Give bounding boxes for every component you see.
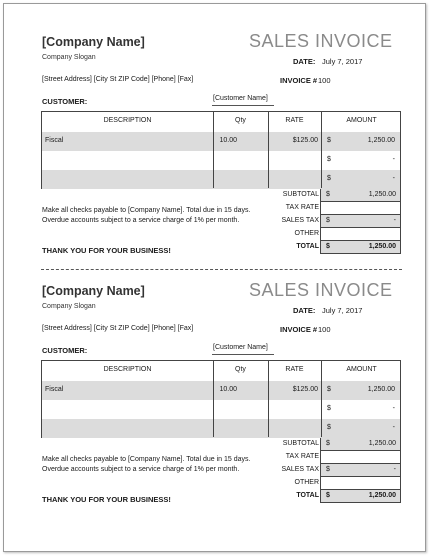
other-input[interactable]	[320, 228, 401, 241]
customer-name-field[interactable]: [Customer Name]	[213, 344, 268, 351]
row-description[interactable]: Fiscal	[45, 386, 64, 393]
total-currency: $	[326, 243, 330, 250]
total-label: TOTAL	[296, 243, 319, 250]
subtotal-amount: 1,250.00	[368, 440, 396, 447]
row-amount: -	[392, 424, 395, 431]
company-address[interactable]: [Street Address] [City St ZIP Code] [Phone] [Fax]	[42, 325, 194, 332]
subtotal-label: SUBTOTAL	[282, 440, 319, 447]
row-currency: $	[327, 137, 331, 144]
company-address[interactable]: [Street Address] [City St ZIP Code] [Phone] [Fax]	[42, 76, 194, 83]
row-amount: 1,250.00	[367, 386, 395, 393]
invoice-number-label: INVOICE #	[280, 325, 318, 334]
row-currency: $	[327, 405, 331, 412]
sales-tax-currency: $	[326, 217, 330, 224]
sales-tax-amount: -	[393, 466, 396, 473]
row-amount: -	[392, 156, 395, 163]
table-row[interactable]	[42, 170, 400, 189]
column-divider	[321, 112, 322, 188]
invoice-page	[3, 3, 426, 552]
company-name[interactable]: [Company Name]	[42, 35, 145, 49]
sales-tax-box	[320, 464, 401, 477]
sales-invoice-1	[4, 29, 425, 274]
invoice-number-value[interactable]: 100	[318, 76, 331, 85]
other-input[interactable]	[320, 477, 401, 490]
table-row[interactable]	[42, 419, 400, 438]
totals-block	[266, 438, 401, 503]
other-label: OTHER	[294, 230, 319, 237]
payment-notes[interactable]: Make all checks payable to [Company Name]. Total due in 15 days. Overdue accounts subject to a service charge of 1% per month.	[42, 456, 251, 473]
column-header-amount: AMOUNT	[346, 117, 377, 124]
column-divider	[321, 361, 322, 437]
table-header	[42, 361, 400, 382]
table-row[interactable]	[42, 381, 400, 400]
customer-label: CUSTOMER:	[42, 346, 88, 355]
column-divider	[213, 361, 214, 437]
subtotal-currency: $	[326, 191, 330, 198]
tax-rate-row	[266, 202, 401, 215]
payment-notes[interactable]: Make all checks payable to [Company Name]. Total due in 15 days. Overdue accounts subject to a service charge of 1% per month.	[42, 207, 251, 224]
subtotal-label: SUBTOTAL	[282, 191, 319, 198]
row-description[interactable]: Fiscal	[45, 137, 64, 144]
dashed-divider	[41, 269, 402, 270]
subtotal-box	[320, 438, 401, 451]
column-header-rate: RATE	[285, 117, 304, 124]
date-value[interactable]: July 7, 2017	[322, 306, 363, 315]
column-header-qty: Qty	[235, 366, 246, 373]
sales-invoice-2	[4, 278, 425, 523]
sales-tax-label: SALES TAX	[281, 466, 319, 473]
customer-label: CUSTOMER:	[42, 97, 88, 106]
sales-tax-row	[266, 215, 401, 228]
row-currency: $	[327, 156, 331, 163]
company-slogan[interactable]: Company Slogan	[42, 303, 96, 310]
date-label: DATE:	[293, 306, 316, 315]
column-divider	[268, 112, 269, 188]
subtotal-box	[320, 189, 401, 202]
total-box	[320, 490, 401, 503]
total-label: TOTAL	[296, 492, 319, 499]
invoice-title: SALES INVOICE	[249, 280, 393, 300]
thank-you-message: THANK YOU FOR YOUR BUSINESS!	[42, 246, 171, 255]
table-header	[42, 112, 400, 133]
customer-underline	[212, 354, 274, 355]
company-name[interactable]: [Company Name]	[42, 284, 145, 298]
row-currency: $	[327, 386, 331, 393]
invoice-number-value[interactable]: 100	[318, 325, 331, 334]
column-header-rate: RATE	[285, 366, 304, 373]
tax-rate-row	[266, 451, 401, 464]
thank-you-message: THANK YOU FOR YOUR BUSINESS!	[42, 495, 171, 504]
row-qty[interactable]: 10.00	[219, 386, 237, 393]
invoice-number-label: INVOICE #	[280, 76, 318, 85]
other-row	[266, 228, 401, 241]
row-rate[interactable]: $125.00	[292, 137, 318, 144]
company-slogan[interactable]: Company Slogan	[42, 54, 96, 61]
column-header-description: DESCRIPTION	[103, 117, 152, 124]
tax-rate-input[interactable]	[320, 202, 401, 215]
row-currency: $	[327, 424, 331, 431]
sales-tax-row	[266, 464, 401, 477]
column-header-amount: AMOUNT	[346, 366, 377, 373]
table-row[interactable]	[42, 400, 400, 419]
column-header-qty: Qty	[235, 117, 246, 124]
row-currency: $	[327, 175, 331, 182]
table-row[interactable]	[42, 132, 400, 151]
row-rate[interactable]: $125.00	[292, 386, 318, 393]
tax-rate-label: TAX RATE	[285, 204, 319, 211]
subtotal-amount: 1,250.00	[368, 191, 396, 198]
total-amount: 1,250.00	[368, 492, 396, 499]
column-divider	[268, 361, 269, 437]
invoice-title: SALES INVOICE	[249, 31, 393, 51]
totals-block	[266, 189, 401, 254]
total-amount: 1,250.00	[368, 243, 396, 250]
date-value[interactable]: July 7, 2017	[322, 57, 363, 66]
customer-underline	[212, 105, 274, 106]
line-items-table	[41, 360, 401, 438]
line-items-table	[41, 111, 401, 189]
sales-tax-box	[320, 215, 401, 228]
row-qty[interactable]: 10.00	[219, 137, 237, 144]
tax-rate-label: TAX RATE	[285, 453, 319, 460]
column-divider	[213, 112, 214, 188]
subtotal-currency: $	[326, 440, 330, 447]
sales-tax-amount: -	[393, 217, 396, 224]
subtotal-row	[266, 438, 401, 451]
table-row[interactable]	[42, 151, 400, 170]
date-label: DATE:	[293, 57, 316, 66]
row-amount: -	[392, 405, 395, 412]
total-currency: $	[326, 492, 330, 499]
total-row	[266, 490, 401, 503]
total-row	[266, 241, 401, 254]
row-amount: -	[392, 175, 395, 182]
tax-rate-input[interactable]	[320, 451, 401, 464]
row-amount: 1,250.00	[367, 137, 395, 144]
other-row	[266, 477, 401, 490]
customer-name-field[interactable]: [Customer Name]	[213, 95, 268, 102]
column-header-description: DESCRIPTION	[103, 366, 152, 373]
other-label: OTHER	[294, 479, 319, 486]
sales-tax-currency: $	[326, 466, 330, 473]
sales-tax-label: SALES TAX	[281, 217, 319, 224]
subtotal-row	[266, 189, 401, 202]
total-box	[320, 241, 401, 254]
